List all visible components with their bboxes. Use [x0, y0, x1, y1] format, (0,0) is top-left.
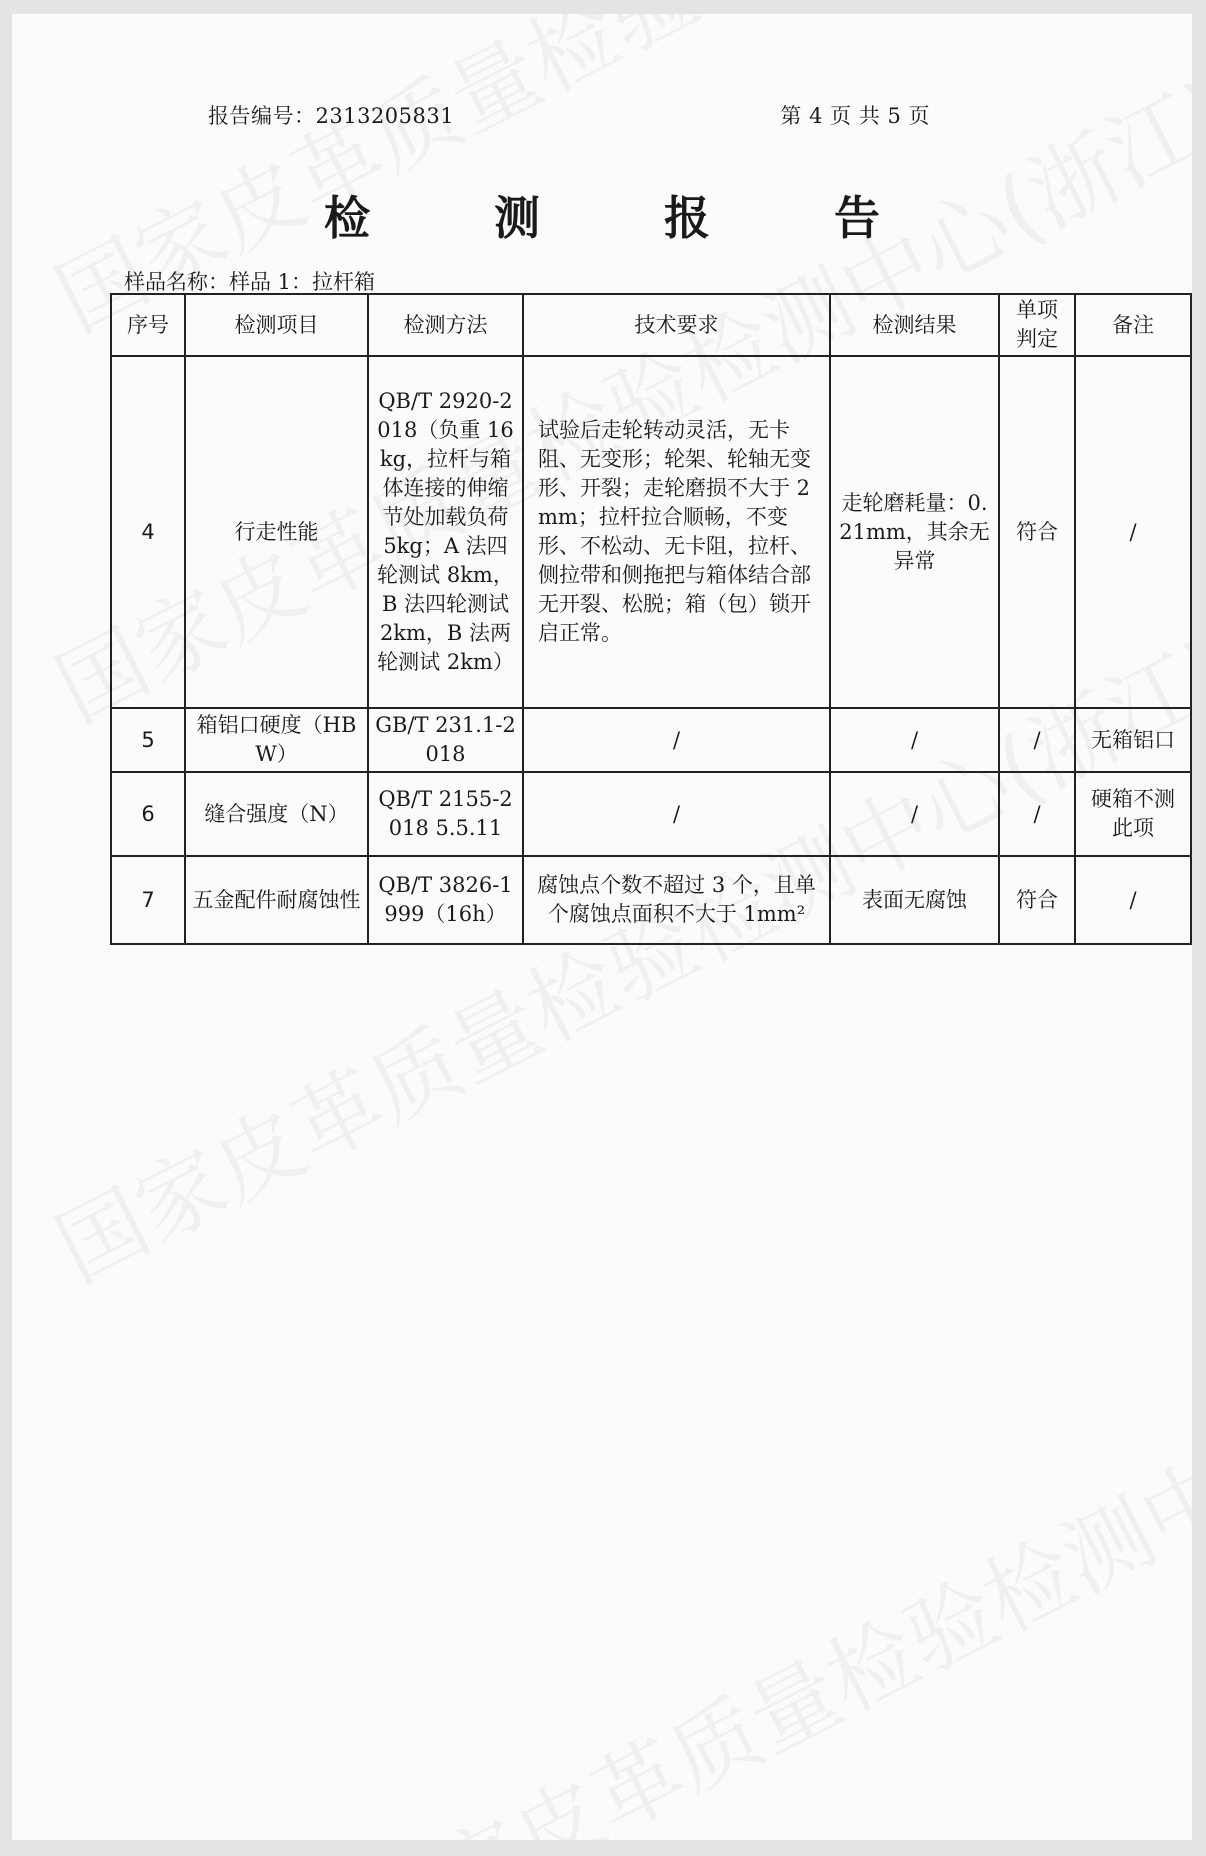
cell-result: 走轮磨耗量：0.21mm，其余无异常	[830, 356, 999, 708]
page-number: 第 4 页 共 5 页	[780, 104, 930, 128]
cell-judgement: 符合	[999, 356, 1075, 708]
sample-name: 样品名称：样品 1：拉杆箱	[124, 270, 376, 294]
cell-result: 表面无腐蚀	[830, 856, 999, 944]
cell-no: 4	[111, 356, 185, 708]
cell-method: QB/T 2155-2018 5.5.11	[368, 772, 523, 856]
test-results-table	[110, 293, 1192, 945]
cell-remark: /	[1075, 356, 1191, 708]
col-header-remark: 备注	[1075, 294, 1191, 356]
table-row	[111, 772, 1191, 856]
page-title: 检 测 报 告	[323, 191, 935, 245]
watermark	[332, 1274, 1192, 1840]
col-header-result: 检测结果	[830, 294, 999, 356]
cell-remark: 无箱铝口	[1075, 708, 1191, 772]
cell-no: 5	[111, 708, 185, 772]
cell-no: 6	[111, 772, 185, 856]
table-row	[111, 708, 1191, 772]
cell-requirement: /	[523, 772, 830, 856]
table-row	[111, 356, 1191, 708]
col-header-judgement: 单项判定	[999, 294, 1075, 356]
col-header-requirement: 技术要求	[523, 294, 830, 356]
cell-requirement: /	[523, 708, 830, 772]
col-header-item: 检测项目	[185, 294, 368, 356]
col-header-no: 序号	[111, 294, 185, 356]
cell-requirement: 腐蚀点个数不超过 3 个，且单个腐蚀点面积不大于 1mm²	[523, 856, 830, 944]
cell-no: 7	[111, 856, 185, 944]
cell-item: 缝合强度（N）	[185, 772, 368, 856]
cell-method: QB/T 3826-1999（16h）	[368, 856, 523, 944]
cell-item: 行走性能	[185, 356, 368, 708]
col-header-method: 检测方法	[368, 294, 523, 356]
cell-method: QB/T 2920-2018（负重 16kg，拉杆与箱体连接的伸缩节处加载负荷 5kg；A 法四轮测试 8km，B 法四轮测试 2km，B 法两轮测试 2km）	[368, 356, 523, 708]
cell-method: GB/T 231.1-2018	[368, 708, 523, 772]
cell-judgement: 符合	[999, 856, 1075, 944]
table-row	[111, 856, 1191, 944]
cell-item: 五金配件耐腐蚀性	[185, 856, 368, 944]
cell-result: /	[830, 772, 999, 856]
cell-result: /	[830, 708, 999, 772]
table-header-row	[111, 294, 1191, 356]
report-number: 报告编号：2313205831	[208, 104, 455, 128]
cell-remark: 硬箱不测此项	[1075, 772, 1191, 856]
cell-remark: /	[1075, 856, 1191, 944]
cell-judgement: /	[999, 772, 1075, 856]
cell-requirement: 试验后走轮转动灵活，无卡阻、无变形；轮架、轮轴无变形、开裂；走轮磨损不大于 2mm；拉杆拉合顺畅，不变形、不松动、无卡阻，拉杆、侧拉带和侧拖把与箱体结合部无开裂、松脱；箱（包）锁开启正常。	[523, 356, 830, 708]
cell-judgement: /	[999, 708, 1075, 772]
report-page	[12, 14, 1192, 1840]
cell-item: 箱铝口硬度（HBW）	[185, 708, 368, 772]
